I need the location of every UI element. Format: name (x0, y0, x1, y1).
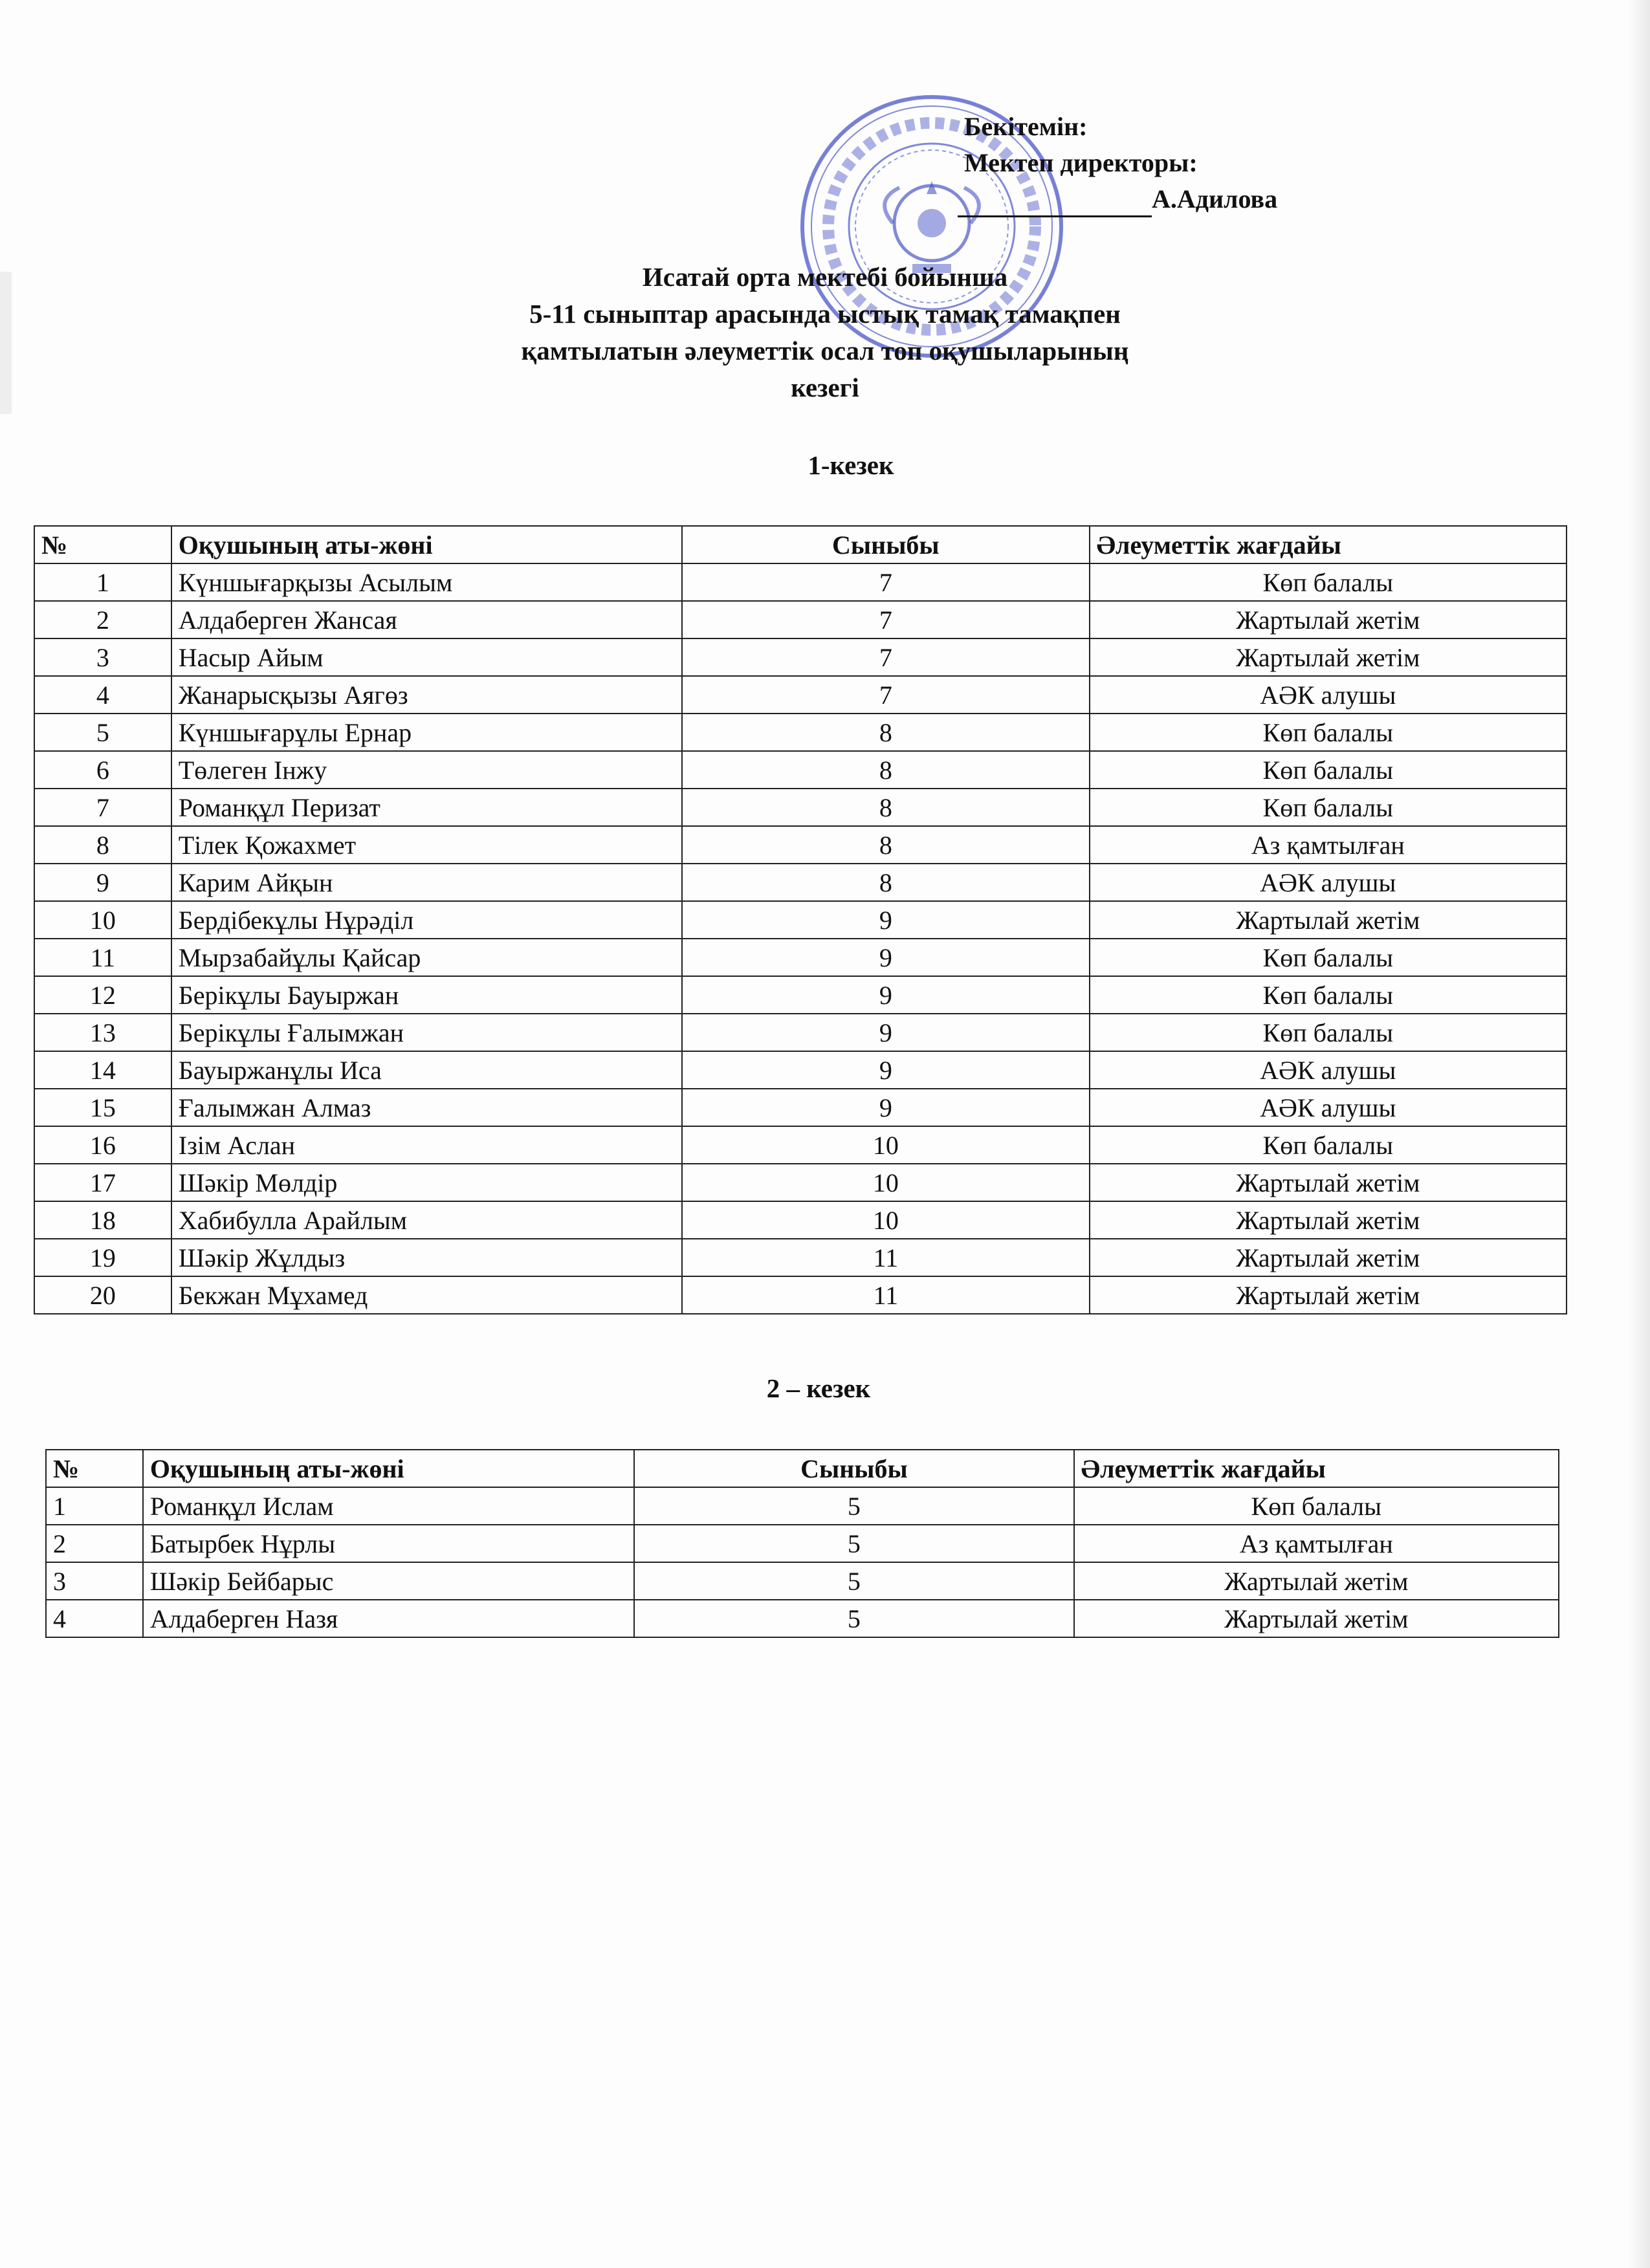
student-name: Батырбек Нұрлы (143, 1525, 634, 1562)
student-name: Мырзабайұлы Қайсар (171, 939, 682, 976)
student-grade: 9 (682, 976, 1089, 1014)
table-row (34, 1051, 1567, 1089)
student-name: Бердібекұлы Нұрәділ (171, 901, 682, 939)
social-status: АӘК алушы (1090, 676, 1567, 714)
student-name: Ізім Аслан (171, 1126, 682, 1164)
student-grade: 10 (682, 1126, 1089, 1164)
student-grade: 7 (682, 601, 1089, 638)
student-grade: 8 (682, 789, 1089, 826)
table-row (46, 1600, 1559, 1637)
student-name: Романқұл Перизат (171, 789, 682, 826)
social-status: Жартылай жетім (1090, 1239, 1567, 1276)
student-grade: 7 (682, 676, 1089, 714)
student-name: Бекжан Мұхамед (171, 1276, 682, 1314)
col-header-name: Оқушының аты-жөні (171, 526, 682, 563)
row-number: 18 (34, 1201, 171, 1239)
row-number: 4 (46, 1600, 143, 1637)
social-status: Жартылай жетім (1090, 901, 1567, 939)
social-status: Көп балалы (1090, 714, 1567, 751)
student-name: Алдаберген Жансая (171, 601, 682, 638)
table-row (34, 1126, 1567, 1164)
student-grade: 7 (682, 638, 1089, 676)
table-row (34, 563, 1567, 601)
student-grade: 11 (682, 1276, 1089, 1314)
student-grade: 5 (634, 1562, 1073, 1600)
student-grade: 9 (682, 1014, 1089, 1051)
document-title (0, 259, 1650, 406)
table-row (34, 976, 1567, 1014)
social-status: Жартылай жетім (1074, 1562, 1559, 1600)
row-number: 2 (46, 1525, 143, 1562)
student-grade: 10 (682, 1164, 1089, 1201)
row-number: 13 (34, 1014, 171, 1051)
row-number: 6 (34, 751, 171, 789)
table-row (46, 1487, 1559, 1525)
student-grade: 9 (682, 1089, 1089, 1126)
col-header-status: Әлеуметтік жағдайы (1074, 1450, 1559, 1487)
social-status: Жартылай жетім (1090, 1164, 1567, 1201)
row-number: 11 (34, 939, 171, 976)
table-header-row (46, 1450, 1559, 1487)
social-status: Көп балалы (1090, 1014, 1567, 1051)
col-header-number: № (34, 526, 171, 563)
student-grade: 8 (682, 864, 1089, 901)
queue-2-heading: 2 – кезек (766, 1373, 871, 1403)
table-row (34, 1014, 1567, 1051)
student-name: Күншығарұлы Ернар (171, 714, 682, 751)
row-number: 1 (34, 563, 171, 601)
col-header-status: Әлеуметтік жағдайы (1090, 526, 1567, 563)
col-header-name: Оқушының аты-жөні (143, 1450, 634, 1487)
row-number: 10 (34, 901, 171, 939)
row-number: 1 (46, 1487, 143, 1525)
student-grade: 8 (682, 751, 1089, 789)
student-grade: 8 (682, 826, 1089, 864)
social-status: Жартылай жетім (1090, 1201, 1567, 1239)
student-name: Берікұлы Ғалымжан (171, 1014, 682, 1051)
table-row (34, 601, 1567, 638)
student-name: Төлеген Інжу (171, 751, 682, 789)
approval-block (964, 109, 1277, 217)
title-line-1: Исатай орта мектебі бойынша (642, 262, 1008, 292)
student-grade: 8 (682, 714, 1089, 751)
queue-1-heading: 1-кезек (808, 450, 894, 480)
table-header-row (34, 526, 1567, 563)
table-row (34, 901, 1567, 939)
social-status: Көп балалы (1090, 976, 1567, 1014)
approval-heading: Бекітемін: (964, 112, 1088, 141)
table-row (34, 714, 1567, 751)
social-status: АӘК алушы (1090, 1089, 1567, 1126)
social-status: Жартылай жетім (1090, 601, 1567, 638)
table-row (34, 638, 1567, 676)
social-status: АӘК алушы (1090, 1051, 1567, 1089)
queue-2-rows (46, 1487, 1559, 1637)
row-number: 19 (34, 1239, 171, 1276)
student-grade: 9 (682, 939, 1089, 976)
row-number: 2 (34, 601, 171, 638)
student-grade: 7 (682, 563, 1089, 601)
social-status: Аз қамтылған (1090, 826, 1567, 864)
student-grade: 11 (682, 1239, 1089, 1276)
social-status: Көп балалы (1090, 563, 1567, 601)
table-row (34, 789, 1567, 826)
row-number: 8 (34, 826, 171, 864)
student-grade: 9 (682, 1051, 1089, 1089)
approval-signatory: А.Адилова (1152, 184, 1278, 213)
col-header-grade: Сыныбы (634, 1450, 1073, 1487)
social-status: Аз қамтылған (1074, 1525, 1559, 1562)
student-name: Жанарысқызы Аягөз (171, 676, 682, 714)
row-number: 4 (34, 676, 171, 714)
student-grade: 10 (682, 1201, 1089, 1239)
row-number: 16 (34, 1126, 171, 1164)
social-status: Жартылай жетім (1090, 1276, 1567, 1314)
student-name: Шәкір Жұлдыз (171, 1239, 682, 1276)
row-number: 9 (34, 864, 171, 901)
table-row (34, 939, 1567, 976)
row-number: 14 (34, 1051, 171, 1089)
row-number: 17 (34, 1164, 171, 1201)
row-number: 3 (46, 1562, 143, 1600)
social-status: Көп балалы (1090, 1126, 1567, 1164)
row-number: 5 (34, 714, 171, 751)
approval-signature-line (958, 181, 1277, 217)
social-status: АӘК алушы (1090, 864, 1567, 901)
table-row (34, 1089, 1567, 1126)
row-number: 7 (34, 789, 171, 826)
table-row (34, 826, 1567, 864)
student-name: Шәкір Мөлдір (171, 1164, 682, 1201)
queue-1-rows (34, 563, 1567, 1314)
social-status: Көп балалы (1074, 1487, 1559, 1525)
student-name: Тілек Қожахмет (171, 826, 682, 864)
student-name: Шәкір Бейбарыс (143, 1562, 634, 1600)
table-row (46, 1562, 1559, 1600)
title-line-3: қамтылатын әлеуметтік осал топ оқушыларының (521, 336, 1129, 365)
student-name: Берікұлы Бауыржан (171, 976, 682, 1014)
table-row (34, 1276, 1567, 1314)
queue-1-table (34, 525, 1567, 1314)
row-number: 3 (34, 638, 171, 676)
title-line-4: кезегі (791, 373, 859, 402)
social-status: Көп балалы (1090, 789, 1567, 826)
student-name: Насыр Айым (171, 638, 682, 676)
student-grade: 5 (634, 1600, 1073, 1637)
social-status: Көп балалы (1090, 751, 1567, 789)
student-grade: 5 (634, 1487, 1073, 1525)
social-status: Жартылай жетім (1090, 638, 1567, 676)
queue-2-table (45, 1449, 1559, 1638)
table-row (46, 1525, 1559, 1562)
table-row (34, 864, 1567, 901)
student-name: Ғалымжан Алмаз (171, 1089, 682, 1126)
student-grade: 9 (682, 901, 1089, 939)
col-header-grade: Сыныбы (682, 526, 1089, 563)
approval-position: Мектеп директоры: (964, 148, 1198, 177)
student-grade: 5 (634, 1525, 1073, 1562)
table-row (34, 1239, 1567, 1276)
row-number: 15 (34, 1089, 171, 1126)
social-status: Жартылай жетім (1074, 1600, 1559, 1637)
row-number: 12 (34, 976, 171, 1014)
signature-blank (958, 187, 1152, 217)
table-row (34, 751, 1567, 789)
social-status: Көп балалы (1090, 939, 1567, 976)
title-line-2: 5-11 сыныптар арасында ыстық тамақ тамақпен (529, 299, 1121, 329)
row-number: 20 (34, 1276, 171, 1314)
col-header-number: № (46, 1450, 143, 1487)
table-row (34, 1164, 1567, 1201)
student-name: Күншығарқызы Асылым (171, 563, 682, 601)
student-name: Хабибулла Арайлым (171, 1201, 682, 1239)
student-name: Алдаберген Назя (143, 1600, 634, 1637)
student-name: Карим Айқын (171, 864, 682, 901)
student-name: Романқұл Ислам (143, 1487, 634, 1525)
student-name: Бауыржанұлы Иса (171, 1051, 682, 1089)
table-row (34, 1201, 1567, 1239)
table-row (34, 676, 1567, 714)
